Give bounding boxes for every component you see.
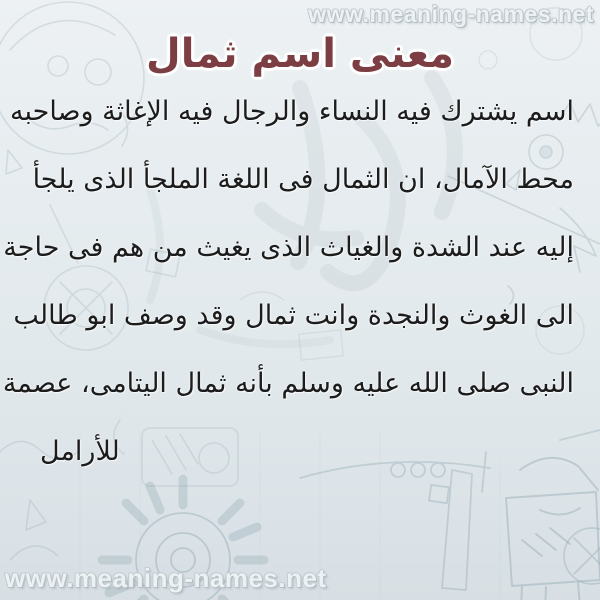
site-watermark-top: www.meaning-names.net: [308, 1, 594, 27]
text-line: إليه عند الشدة والغياث الذى يغيث من هم فى حاجة: [3, 232, 574, 263]
page-title: معنى اسم ثمال: [146, 30, 454, 77]
site-watermark-bottom: www.meaning-names.net: [5, 563, 327, 593]
text-line: للأرامل: [40, 436, 120, 467]
text-line: النبى صلى الله عليه وسلم بأنه ثمال اليتامى، عصمة: [2, 368, 574, 399]
text-line: اسم يشترك فيه النساء والرجال فيه الإغاثة وصاحبه: [10, 96, 574, 127]
name-meaning-text: [2, 78, 574, 486]
text-line: الى الغوث والنجدة وانت ثمال وقد وصف ابو طالب: [13, 300, 574, 331]
text-line: محط الآمال، ان الثمال فى اللغة الملجأ الذى يلجأ: [32, 164, 574, 195]
